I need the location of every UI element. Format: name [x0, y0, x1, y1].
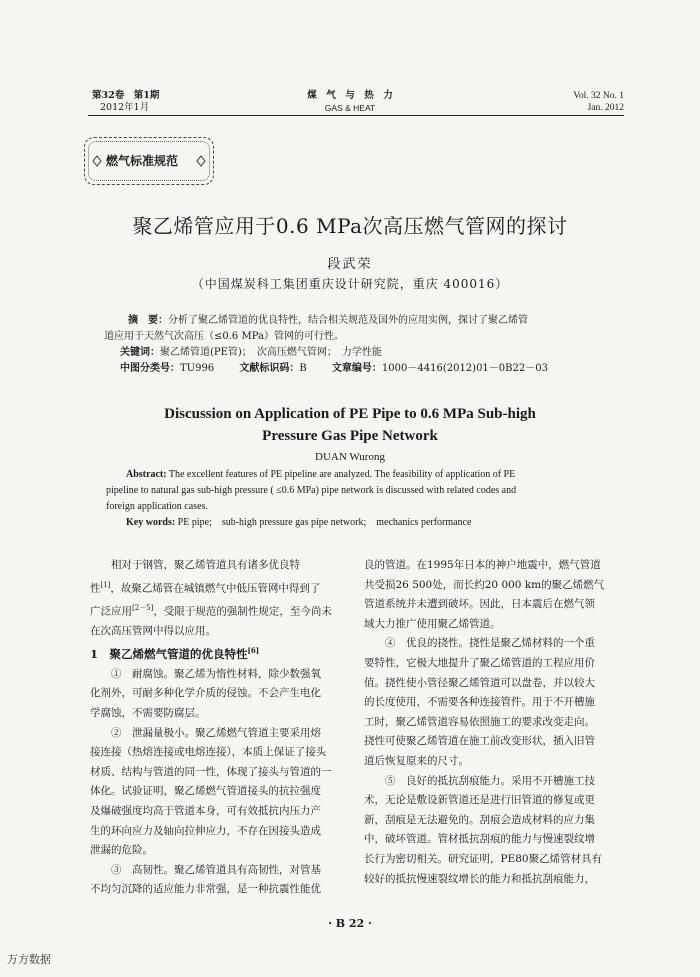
p1-line3a: 广泛应用 — [90, 605, 132, 618]
r-line17: 较好的抵抗慢速裂纹增长的能力和抵抗刮痕能力， — [364, 872, 595, 885]
clc-value: TU996 — [180, 363, 215, 374]
doc-value: B — [299, 363, 307, 374]
citation-6: [6] — [247, 646, 260, 656]
p3-line3: 材质、结构与管道的同一性，体现了接头与管道的一 — [90, 765, 332, 778]
r-line13: 术，无论是敷设新管道还是进行旧管道的修复或更 — [364, 794, 595, 807]
section-heading-1: 1 聚乙烯燃气管道的优良特性[6] — [90, 646, 260, 662]
abstract-zh-line1: 分析了聚乙烯管道的优良特性，结合相关规范及国外的应用实例，探讨了聚乙烯管 — [168, 315, 528, 326]
citation-2: [2－5] — [132, 603, 154, 612]
p1-line2a: 性 — [90, 582, 101, 595]
p1-line3b: ，受限于规范的强制性规定，至今尚未 — [153, 605, 332, 618]
r-line8: 的长度使用，不需要各种连接管件。用于不开槽施 — [364, 696, 595, 709]
article-value: 1000－4416(2012)01－0B22－03 — [381, 363, 548, 374]
r-line2: 共受损26 500处，而长约20 000 km的聚乙烯燃气 — [364, 578, 605, 591]
keywords-zh: 聚乙烯管道(PE管)； 次高压燃气管网； 力学性能 — [160, 347, 382, 358]
header-left — [92, 90, 159, 114]
title-zh: 聚乙烯管应用于0.6 MPa次高压燃气管网的探讨 — [132, 214, 568, 238]
p1-line4: 在次高压管网中得以应用。 — [90, 624, 216, 637]
header-right — [520, 90, 624, 114]
p3-line7: 泄漏的危险。 — [90, 844, 153, 857]
p3-line2: 接连接（热熔连接或电熔连接），本质上保证了接头 — [90, 746, 327, 759]
p1-line2b: ，故聚乙烯管在城镇燃气中低压管网中得到了 — [110, 582, 321, 595]
r-line6: 要特性，它极大地提升了聚乙烯管道的工程应用价 — [364, 656, 595, 669]
title-en — [60, 403, 640, 447]
author-en: DUAN Wurong — [315, 451, 385, 463]
r-line7: 值。挠性使小管径聚乙烯管道可以盘卷，并以较大 — [364, 676, 595, 689]
p2-line1: ① 耐腐蚀。聚乙烯为惰性材料，除少数强氧 — [111, 667, 321, 680]
section-label: 燃气标准规范 — [106, 154, 179, 168]
ornament-icon — [92, 155, 102, 167]
p3-line5: 及爆破强度均高于管道本身，可有效抵抗内压力产 — [90, 804, 321, 817]
keywords-en: PE pipe; sub-high pressure gas pipe network; mechanics performance — [177, 517, 472, 528]
page-number: · B 22 · — [328, 917, 372, 930]
p2-line3: 学腐蚀，不需要防腐层。 — [90, 706, 206, 719]
keywords-zh-label: 关键词： — [120, 347, 160, 358]
title-en-line1: Discussion on Application of PE Pipe to 0.6 MPa Sub-high — [164, 406, 536, 422]
p3-line6: 生的环向应力及轴向拉伸应力，不存在因接头造成 — [90, 824, 321, 837]
r-line3: 管道系统并未遭到破坏。因此，日本震后在燃气领 — [364, 598, 595, 611]
r-line4: 域大力推广使用聚乙烯管道。 — [364, 617, 501, 630]
abstract-en-line2: pipeline to natural gas sub-high pressure ( ≤0.6 MPa) pipe network is discussed with related codes and — [106, 485, 517, 496]
r-line15: 中，破坏管道。管材抵抗刮痕的能力与慢速裂纹增 — [364, 833, 595, 846]
r-line10: 挠性可使聚乙烯管道在施工前改变形状，插入旧管 — [364, 735, 595, 748]
keywords-en-label: Key words: — [126, 517, 176, 528]
abstract-en — [106, 467, 626, 531]
abstract-en-label: Abstract: — [126, 469, 167, 480]
article-label: 文章编号： — [331, 363, 382, 374]
abstract-zh-line2: 道应用于天然气次高压（≤0.6 MPa）管网的可行性。 — [104, 331, 344, 342]
abstract-en-line3: foreign application cases. — [106, 501, 208, 512]
header-center — [300, 90, 400, 114]
journal-name-en: GAS & HEAT — [324, 103, 376, 113]
doc-label: 文献标识码： — [239, 363, 300, 374]
affiliation-zh: （中国煤炭科工集团重庆设计研究院，重庆 400016） — [191, 277, 509, 291]
right-column — [364, 556, 624, 889]
r-line5: ④ 优良的挠性。挠性是聚乙烯材料的一个重 — [385, 637, 595, 650]
volume-issue: 第32卷 第1期 — [92, 90, 160, 101]
p2-line2: 化剂外，可耐多种化学介质的侵蚀。不会产生电化 — [90, 687, 321, 700]
p4-line2: 不均匀沉降的适应能力非常强，是一种抗震性能优 — [90, 883, 321, 896]
abstract-zh-label: 摘 要： — [128, 315, 168, 326]
pub-date-en: Jan. 2012 — [587, 103, 624, 113]
r-line11: 道后恢复原来的尺寸。 — [364, 754, 469, 767]
r-line16: 长行为密切相关。研究证明，PE80聚乙烯管材具有 — [364, 852, 603, 865]
r-line14: 新，刮痕是无法避免的。刮痕会造成材料的应力集 — [364, 813, 595, 826]
p3-line1: ② 泄漏量极小。聚乙烯燃气管道主要采用熔 — [111, 726, 321, 739]
left-column — [90, 556, 350, 900]
watermark: 万方数据 — [7, 953, 51, 966]
volume-issue-en: Vol. 32 No. 1 — [573, 91, 624, 101]
journal-name-zh: 煤 气 与 热 力 — [307, 90, 393, 101]
r-line1: 良的管道。在1995年日本的神户地震中，燃气管道 — [364, 559, 601, 571]
author-zh: 段武荣 — [327, 257, 373, 272]
citation-1: [1] — [100, 580, 111, 589]
header-rule — [88, 115, 624, 116]
ornament-icon-right — [196, 155, 206, 167]
r-line9: 工时，聚乙烯管道容易依照施工的要求改变走向。 — [364, 715, 595, 728]
title-en-line2: Pressure Gas Pipe Network — [262, 428, 438, 444]
abstract-en-line1: The excellent features of PE pipeline are analyzed. The feasibility of application of PE — [168, 469, 516, 480]
r-line12: ⑤ 良好的抵抗刮痕能力。采用不开槽施工技 — [385, 774, 595, 787]
pub-date-zh: 2012年1月 — [100, 102, 150, 113]
abstract-zh — [104, 313, 624, 377]
clc-label: 中图分类号： — [120, 363, 180, 374]
p1-line1: 相对于钢管，聚乙烯管道具有诸多优良特 — [111, 559, 300, 571]
p4-line1: ③ 高韧性。聚乙烯管道具有高韧性，对管基 — [111, 863, 321, 876]
p3-line4: 体化。试验证明，聚乙烯燃气管道接头的抗拉强度 — [90, 785, 321, 798]
section-label-box — [84, 137, 214, 185]
